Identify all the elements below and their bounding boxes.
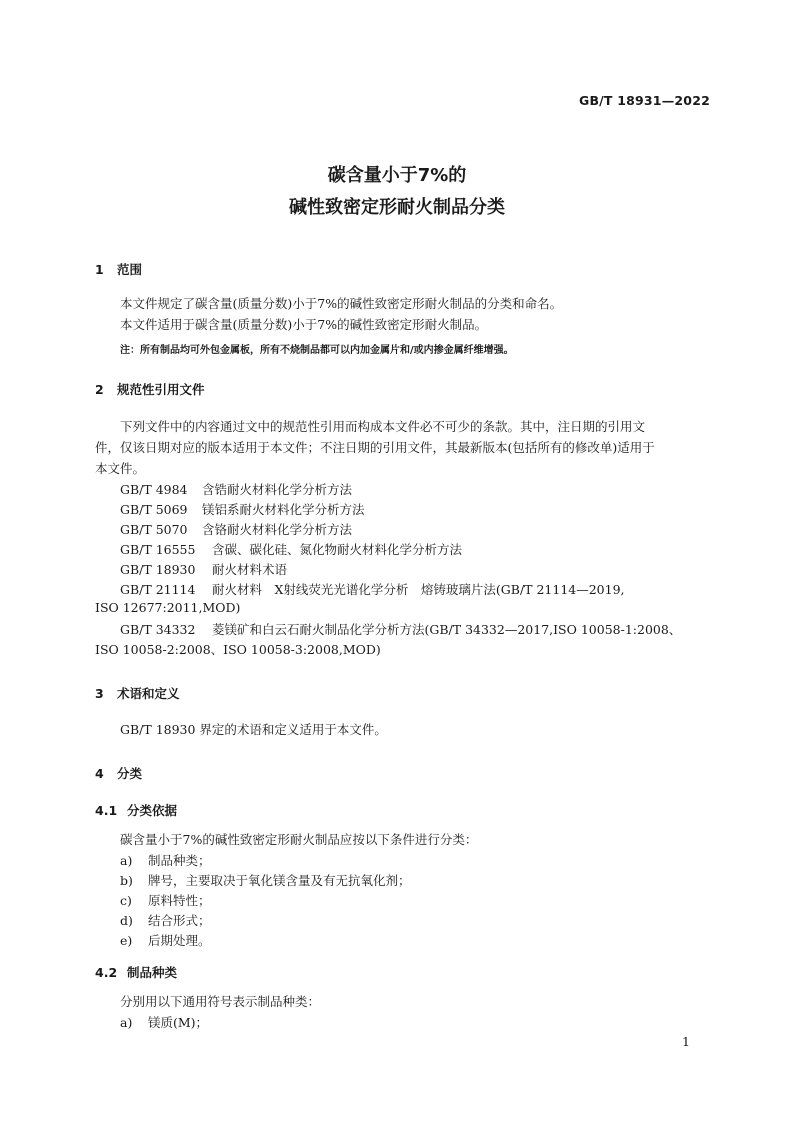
- section-number: 3: [95, 686, 104, 701]
- subsection-4-1-heading: [95, 801, 177, 819]
- document-title-line1: 碳含量小于7%的: [327, 165, 467, 186]
- document-title-line2: 碱性致密定形耐火制品分类: [289, 197, 505, 218]
- reference-continuation: ISO 10058-2:2008、ISO 10058-3:2008,MOD): [95, 642, 381, 657]
- list-label: d): [120, 913, 133, 928]
- subsection-title: 制品种类: [127, 965, 178, 980]
- reference-title: 镁铝系耐火材料化学分析方法: [202, 502, 365, 517]
- list-text: 原料特性；: [148, 893, 211, 908]
- reference-code: GB/T 34332: [120, 622, 196, 637]
- section-1-note: 注：所有制品均可外包金属板，所有不烧制品都可以内加金属片和/或内掺金属纤维增强。: [120, 345, 514, 356]
- reference-title: 含锆耐火材料化学分析方法: [202, 482, 353, 497]
- subsection-title: 分类依据: [127, 803, 178, 818]
- page-number: 1: [682, 1034, 690, 1049]
- list-text: 后期处理。: [148, 933, 211, 948]
- standard-code: GB/T 18931—2022: [578, 93, 710, 108]
- list-text: 镁质(M)；: [148, 1015, 209, 1030]
- list-item: [120, 871, 411, 889]
- reference-item: [120, 500, 365, 518]
- reference-title: 耐火材料 X射线荧光光谱化学分析 熔铸玻璃片法(GB/T 21114—2019,: [212, 582, 625, 597]
- list-text: 制品种类；: [148, 853, 211, 868]
- section-number: 4: [95, 766, 104, 781]
- section-3-para: GB/T 18930 界定的术语和定义适用于本文件。: [120, 722, 387, 737]
- list-label: a): [120, 853, 133, 868]
- reference-title: 含碳、碳化硅、氮化物耐火材料化学分析方法: [212, 542, 463, 557]
- reference-continuation: ISO 12677:2011,MOD): [95, 600, 241, 615]
- reference-item: [120, 580, 625, 598]
- list-text: 结合形式；: [148, 913, 211, 928]
- reference-item: [120, 620, 681, 638]
- reference-code: GB/T 18930: [120, 562, 196, 577]
- reference-item: [120, 560, 287, 578]
- list-item: [120, 851, 211, 869]
- reference-item: [120, 540, 462, 558]
- list-text: 牌号，主要取决于氧化镁含量及有无抗氧化剂；: [148, 873, 411, 888]
- section-number: 1: [95, 262, 104, 277]
- reference-code: GB/T 21114: [120, 582, 196, 597]
- section-2-intro-line-3: 本文件。: [95, 461, 146, 476]
- list-label: e): [120, 933, 133, 948]
- list-label: a): [120, 1015, 133, 1030]
- subsection-number: 4.2: [95, 965, 118, 980]
- subsection-number: 4.1: [95, 803, 118, 818]
- subsection-4-1-intro: 碳含量小于7%的碱性致密定形耐火制品应按以下条件进行分类：: [120, 832, 478, 847]
- section-title: 分类: [117, 766, 143, 781]
- section-title: 范围: [117, 262, 143, 277]
- reference-code: GB/T 16555: [120, 542, 196, 557]
- section-3-heading: [95, 684, 180, 702]
- list-label: c): [120, 893, 132, 908]
- list-item: [120, 1013, 208, 1031]
- list-item: [120, 891, 211, 909]
- section-1-para-1: 本文件规定了碳含量(质量分数)小于7%的碱性致密定形耐火制品的分类和命名。: [120, 296, 563, 311]
- reference-code: GB/T 5070: [120, 522, 188, 537]
- reference-title: 含铬耐火材料化学分析方法: [202, 522, 353, 537]
- reference-code: GB/T 4984: [120, 482, 188, 497]
- section-2-heading: [95, 380, 205, 398]
- reference-title: 耐火材料术语: [212, 562, 288, 577]
- section-title: 规范性引用文件: [117, 382, 205, 397]
- section-2-intro-line-2: 件，仅该日期对应的版本适用于本文件；不注日期的引用文件，其最新版本(包括所有的修改单)适用于: [95, 440, 655, 455]
- reference-item: [120, 520, 352, 538]
- section-title: 术语和定义: [117, 686, 180, 701]
- section-2-intro-line-1: 下列文件中的内容通过文中的规范性引用而构成本文件必不可少的条款。其中，注日期的引用文: [120, 419, 646, 434]
- reference-item: [120, 480, 352, 498]
- subsection-4-2-heading: [95, 963, 177, 981]
- list-item: [120, 911, 211, 929]
- subsection-4-2-intro: 分别用以下通用符号表示制品种类：: [120, 994, 321, 1009]
- reference-code: GB/T 5069: [120, 502, 188, 517]
- section-1-para-2: 本文件适用于碳含量(质量分数)小于7%的碱性致密定形耐火制品。: [120, 317, 488, 332]
- reference-title: 菱镁矿和白云石耐火制品化学分析方法(GB/T 34332—2017,ISO 10058-1:2008、: [212, 622, 682, 637]
- list-label: b): [120, 873, 133, 888]
- section-1-heading: [95, 260, 142, 278]
- section-number: 2: [95, 382, 104, 397]
- list-item: [120, 931, 211, 949]
- section-4-heading: [95, 764, 142, 782]
